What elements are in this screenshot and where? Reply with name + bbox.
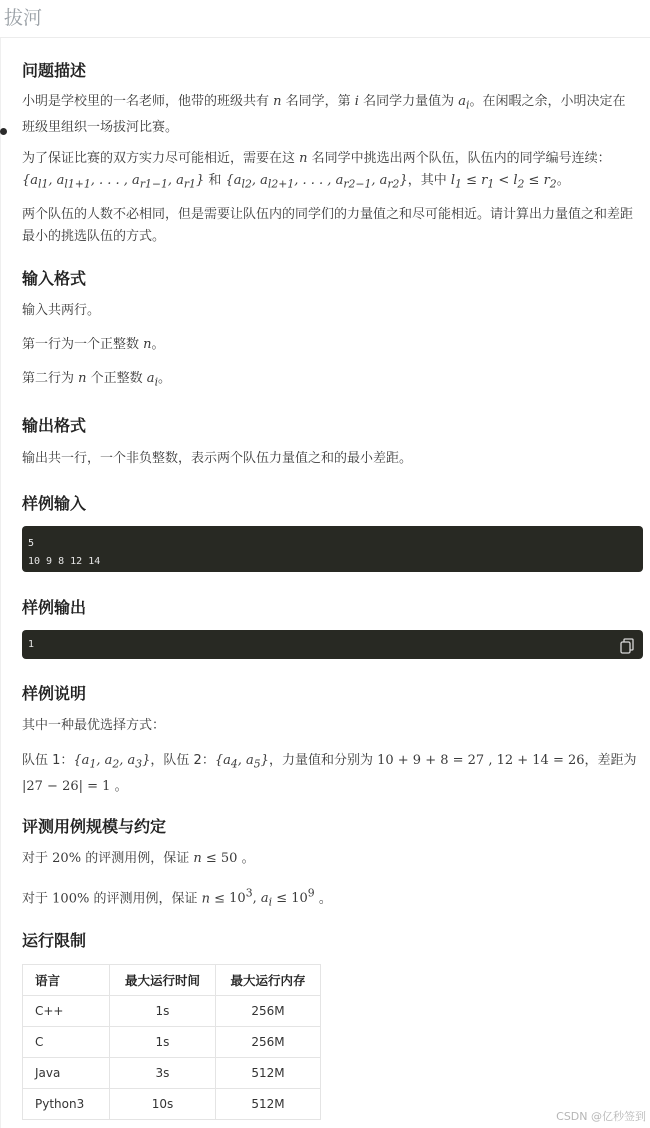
cell-memory: 512M <box>216 1089 321 1120</box>
page-header <box>0 0 650 38</box>
cell-memory: 256M <box>216 1027 321 1058</box>
input-line-2: 第一行为一个正整数 n。 <box>22 337 165 352</box>
col-memory: 最大运行内存 <box>216 965 321 996</box>
sample-input-code[interactable] <box>22 526 643 572</box>
heading-output-format: 输出格式 <box>22 416 87 435</box>
desc-paragraph-3: 两个队伍的人数不必相同，但是需要让队伍内的同学们的力量值之和尽可能相近。请计算出力量值之和差距最小的挑选队伍的方式。 <box>22 207 634 244</box>
problem-content <box>0 38 650 1128</box>
col-time: 最大运行时间 <box>110 965 216 996</box>
heading-sample-input: 样例输入 <box>22 494 87 513</box>
watermark: CSDN @亿秒签到 <box>556 1110 646 1123</box>
cell-time: 3s <box>110 1058 216 1089</box>
cell-time: 1s <box>110 996 216 1027</box>
table-row <box>23 1058 321 1089</box>
input-line-1: 输入共两行。 <box>22 303 101 318</box>
cell-language: Python3 <box>23 1089 110 1120</box>
copy-icon[interactable] <box>620 638 634 654</box>
heading-limits: 运行限制 <box>22 931 87 950</box>
desc-paragraph-2: 为了保证比赛的双方实力尽可能相近，需要在这 n 名同学中挑选出两个队伍，队伍内的同学编号连续： {$a_{l1}$, $a_{l1+1}$, . . . , $a_{r1-1}$, $a_{r1}$} 和 {$a_{l2}$, $a_{l2+1}$, . . . , $a_{r2-1}$, $a_{r2}$}，其中 $l_1 \le r_1 < l_2 \le r_2$。 <box>22 151 611 191</box>
sample-output-code[interactable] <box>22 630 643 659</box>
explain-line-2: 队伍 1：{$a_1$, $a_2$, $a_3$}，队伍 2：{$a_4$, $a_5$}，力量值和分别为 10 + 9 + 8 = 27 , 12 + 14 = 26，差距为 |27 − 26| = 1 。 <box>22 753 637 794</box>
heading-input-format: 输入格式 <box>22 269 87 288</box>
scale-line-1: 对于 20% 的评测用例，保证 n ≤ 50 。 <box>22 851 255 866</box>
cell-language: Java <box>23 1058 110 1089</box>
cell-language: C++ <box>23 996 110 1027</box>
code-line: 1 <box>28 639 35 650</box>
heading-description: 问题描述 <box>22 61 87 80</box>
heading-sample-output: 样例输出 <box>22 598 87 617</box>
table-row <box>23 1089 321 1120</box>
table-row <box>23 996 321 1027</box>
heading-scale: 评测用例规模与约定 <box>22 817 167 836</box>
scale-line-2: 对于 100% 的评测用例，保证 $n \le 10^3$, $a_i \le 10^9$ 。 <box>22 887 332 909</box>
heading-sample-explanation: 样例说明 <box>22 684 87 703</box>
table-header-row <box>23 965 321 996</box>
cell-language: C <box>23 1027 110 1058</box>
bullet-dot-icon <box>0 128 7 135</box>
page-title: 拔河 <box>4 7 43 29</box>
code-line: 10 9 8 12 14 <box>28 556 101 567</box>
cell-time: 1s <box>110 1027 216 1058</box>
table-row <box>23 1027 321 1058</box>
col-language: 语言 <box>23 965 110 996</box>
cell-memory: 512M <box>216 1058 321 1089</box>
cell-memory: 256M <box>216 996 321 1027</box>
limits-table <box>22 964 321 1120</box>
output-line-1: 输出共一行，一个非负整数，表示两个队伍力量值之和的最小差距。 <box>22 451 413 466</box>
desc-paragraph-1: 小明是学校里的一名老师，他带的班级共有 n 名同学，第 i 名同学力量值为 $a_i$。在闲暇之余，小明决定在 班级里组织一场拔河比赛。 <box>22 94 626 135</box>
cell-time: 10s <box>110 1089 216 1120</box>
input-line-3: 第二行为 n 个正整数 $a_i$。 <box>22 371 172 389</box>
code-line: 5 <box>28 538 35 549</box>
explain-line-1: 其中一种最优选择方式： <box>22 718 166 733</box>
